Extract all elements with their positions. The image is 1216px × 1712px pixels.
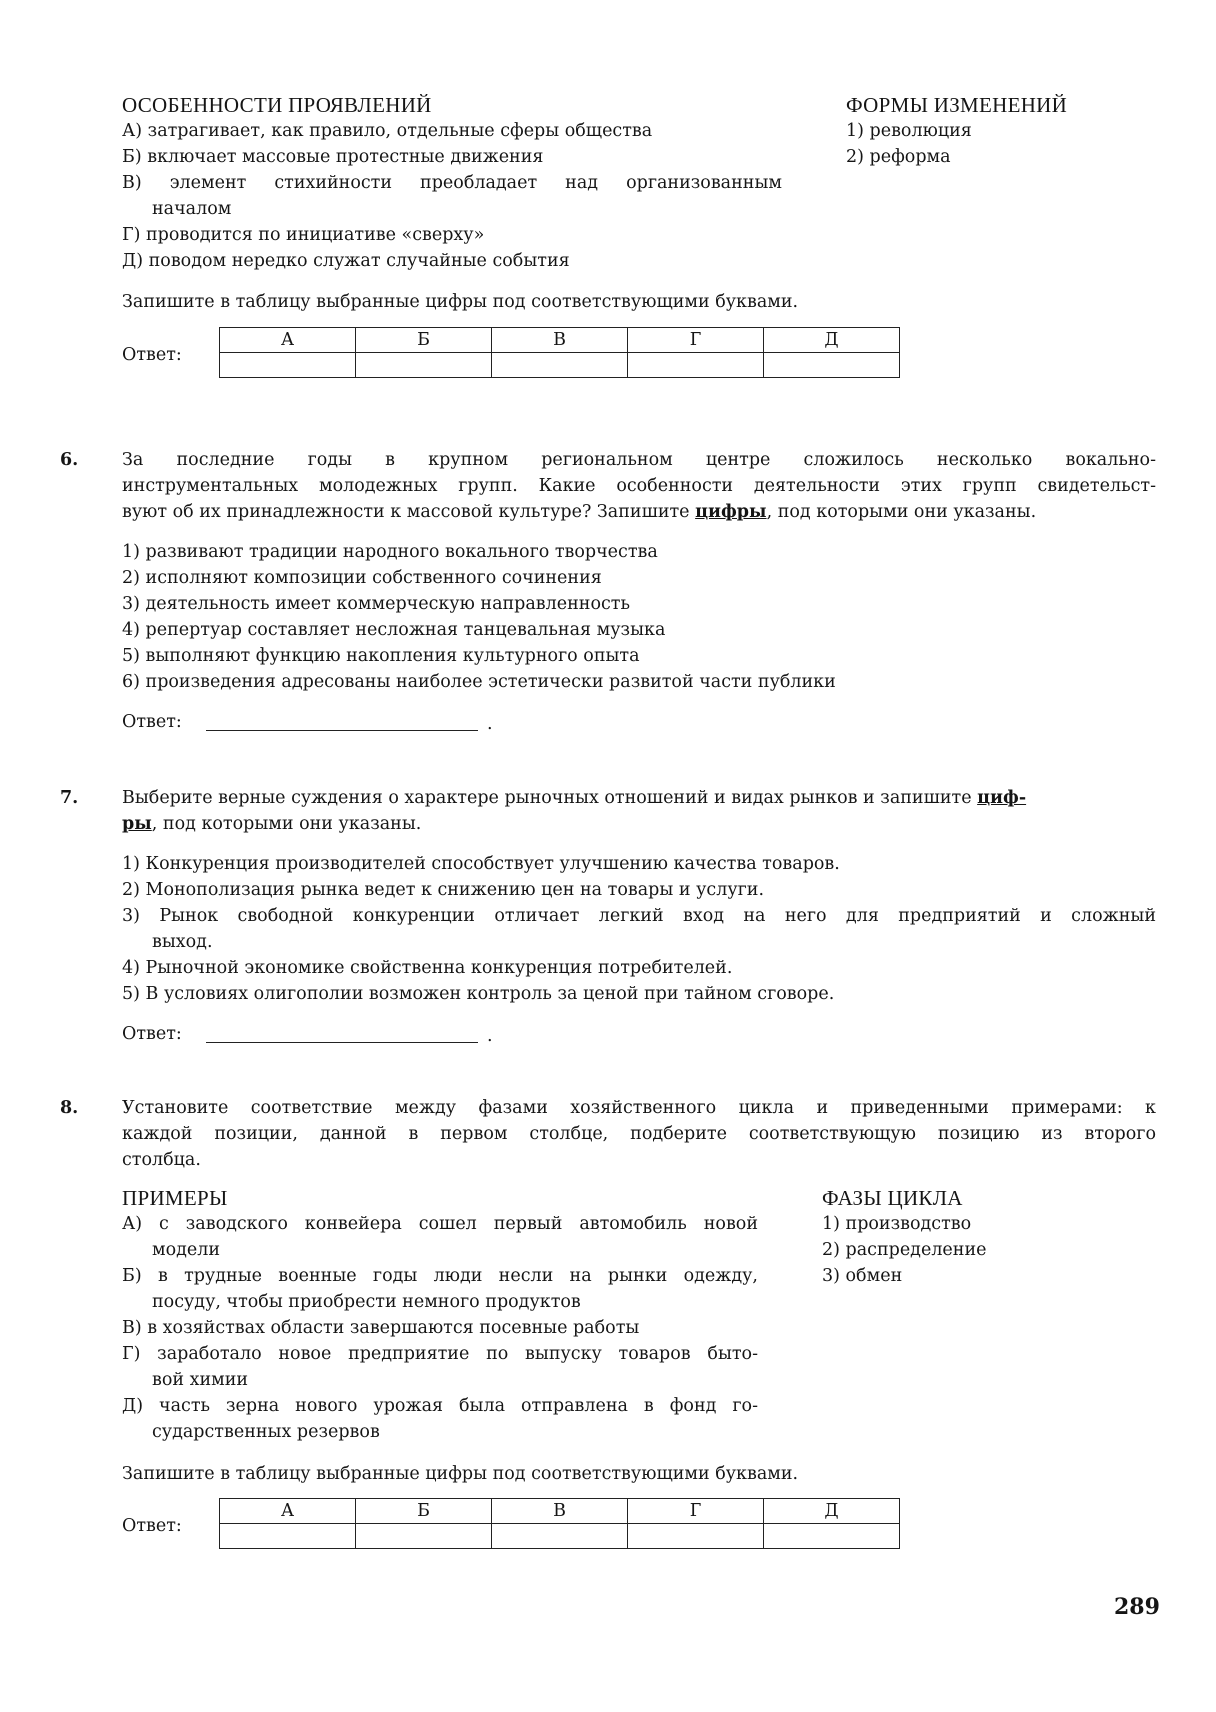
list-item: Б) в трудные военные годы люди несли на рынки одежду, (122, 1266, 758, 1286)
answer-cell[interactable] (628, 1524, 764, 1549)
question-text-line: инструментальных молодежных групп. Какие особенности деятельности этих групп свидетельст- (122, 476, 1156, 496)
list-item: Б) включает массовые протестные движения (122, 147, 544, 167)
list-item: А) затрагивает, как правило, отдельные сферы общества (122, 121, 653, 141)
option-item: 5) выполняют функцию накопления культурного опыта (122, 646, 640, 666)
right-column-heading: ФОРМЫ ИЗМЕНЕНИЙ (846, 93, 1068, 117)
answer-line[interactable] (206, 1042, 478, 1043)
table-header-row (220, 1499, 900, 1524)
answer-dot: . (487, 1026, 493, 1046)
emphasis-word: циф- (977, 788, 1027, 808)
answer-cell[interactable] (356, 353, 492, 378)
table-header-cell: Б (356, 1499, 492, 1524)
list-item-continuation: посуду, чтобы приобрести немного продуктов (152, 1292, 581, 1312)
option-item: 3) деятельность имеет коммерческую направленность (122, 594, 630, 614)
answer-table (219, 1498, 900, 1549)
table-header-row (220, 328, 900, 353)
table-header-cell: Г (628, 1499, 764, 1524)
list-item-continuation: модели (152, 1240, 221, 1260)
option-item: 2) реформа (846, 147, 951, 167)
table-answer-row[interactable] (220, 1524, 900, 1549)
option-item: 1) Конкуренция производителей способствует улучшению качества товаров. (122, 854, 840, 874)
answer-dot: . (487, 714, 493, 734)
option-item: 2) распределение (822, 1240, 987, 1260)
answer-label: Ответ: (122, 712, 182, 732)
question-text-line: За последние годы в крупном региональном центре сложилось несколько вокально- (122, 450, 1156, 470)
question-text-line: Установите соответствие между фазами хозяйственного цикла и приведенными примерами: к (122, 1098, 1156, 1118)
question-text-line: вуют об их принадлежности к массовой культуре? Запишите цифры, под которыми они указаны. (122, 502, 1037, 522)
table-header-cell: Д (764, 1499, 900, 1524)
page-number: 289 (1114, 1594, 1160, 1620)
list-item: Г) заработало новое предприятие по выпуску товаров быто- (122, 1344, 758, 1364)
answer-cell[interactable] (492, 353, 628, 378)
answer-line[interactable] (206, 730, 478, 731)
emphasis-word: цифры (695, 502, 767, 522)
answer-label: Ответ: (122, 1024, 182, 1044)
answer-cell[interactable] (764, 1524, 900, 1549)
option-item: 4) репертуар составляет несложная танцевальная музыка (122, 620, 666, 640)
table-header-cell: Б (356, 328, 492, 353)
option-item: 3) Рынок свободной конкуренции отличает легкий вход на него для предприятий и сложный (122, 906, 1156, 926)
option-item: 1) развивают традиции народного вокального творчества (122, 542, 658, 562)
list-item-continuation: вой химии (152, 1370, 249, 1390)
right-column-heading: ФАЗЫ ЦИКЛА (822, 1186, 963, 1210)
option-item: 2) Монополизация рынка ведет к снижению цен на товары и услуги. (122, 880, 765, 900)
option-item: 2) исполняют композиции собственного сочинения (122, 568, 602, 588)
question-number: 6. (60, 450, 79, 470)
table-header-cell: В (492, 1499, 628, 1524)
list-item: Д) часть зерна нового урожая была отправлена в фонд го- (122, 1396, 758, 1416)
answer-cell[interactable] (628, 353, 764, 378)
left-column-heading: ОСОБЕННОСТИ ПРОЯВЛЕНИЙ (122, 93, 432, 117)
list-item: В) в хозяйствах области завершаются посевные работы (122, 1318, 640, 1338)
list-item-continuation: началом (152, 199, 232, 219)
table-header-cell: А (220, 1499, 356, 1524)
list-item: Г) проводится по инициативе «сверху» (122, 225, 485, 245)
table-header-cell: В (492, 328, 628, 353)
list-item: А) с заводского конвейера сошел первый автомобиль новой (122, 1214, 758, 1234)
option-item-continuation: выход. (152, 932, 213, 952)
option-item: 1) производство (822, 1214, 972, 1234)
option-item: 6) произведения адресованы наиболее эстетически развитой части публики (122, 672, 836, 692)
table-header-cell: А (220, 328, 356, 353)
answer-label: Ответ: (122, 1516, 182, 1536)
emphasis-word: ры (122, 814, 152, 834)
answer-cell[interactable] (764, 353, 900, 378)
question-text-line: столбца. (122, 1150, 201, 1170)
answer-cell[interactable] (492, 1524, 628, 1549)
question-number: 7. (60, 788, 79, 808)
question-number: 8. (60, 1098, 79, 1118)
option-item: 4) Рыночной экономике свойственна конкуренция потребителей. (122, 958, 733, 978)
answer-cell[interactable] (220, 1524, 356, 1549)
answer-cell[interactable] (220, 353, 356, 378)
answer-cell[interactable] (356, 1524, 492, 1549)
table-answer-row[interactable] (220, 353, 900, 378)
list-item-continuation: сударственных резервов (152, 1422, 380, 1442)
list-item: Д) поводом нередко служат случайные события (122, 251, 570, 271)
option-item: 3) обмен (822, 1266, 903, 1286)
table-header-cell: Д (764, 328, 900, 353)
list-item: В) элемент стихийности преобладает над организованным (122, 173, 782, 193)
table-header-cell: Г (628, 328, 764, 353)
answer-table (219, 327, 900, 378)
question-text-line: Выберите верные суждения о характере рыночных отношений и видах рынков и запишите циф- (122, 788, 1027, 808)
answer-label: Ответ: (122, 345, 182, 365)
question-text-line: каждой позиции, данной в первом столбце, подберите соответствующую позицию из второго (122, 1124, 1156, 1144)
question-text-line: ры, под которыми они указаны. (122, 814, 422, 834)
table-instruction: Запишите в таблицу выбранные цифры под соответствующими буквами. (122, 1464, 799, 1484)
option-item: 5) В условиях олигополии возможен контроль за ценой при тайном сговоре. (122, 984, 835, 1004)
table-instruction: Запишите в таблицу выбранные цифры под соответствующими буквами. (122, 292, 799, 312)
left-column-heading: ПРИМЕРЫ (122, 1186, 228, 1210)
option-item: 1) революция (846, 121, 972, 141)
